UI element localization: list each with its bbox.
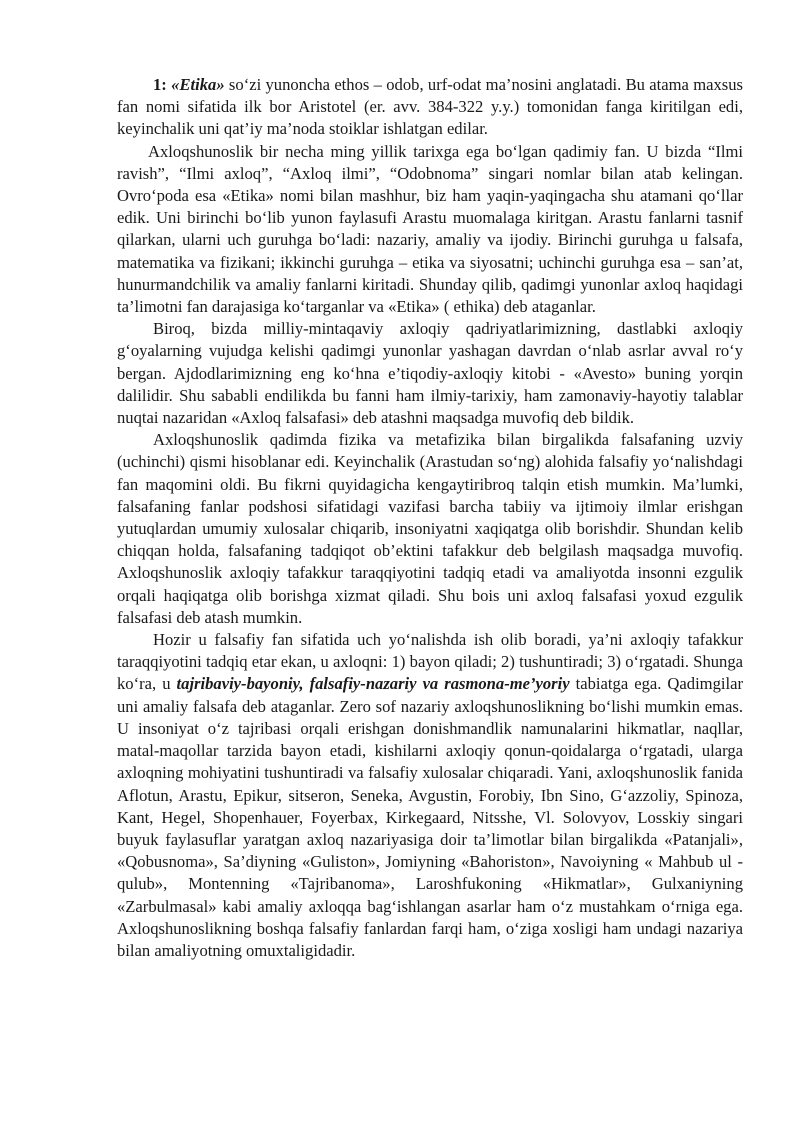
- paragraph-2: Axloqshunoslik bir necha ming yillik tarixga ega bo‘lgan qadimiy fan. U bizda “Ilmi ravish”, “Ilmi axloq”, “Axloq ilmi”, “Odobnoma” singari nomlar bilan atab kelingan. Ovro‘poda esa «Etika» nomi bilan mashhur, biz ham yaqin-yaqingacha shu atamani qo‘llar edik. Uni birinchi bo‘lib yunon faylasufi Arastu muomalaga kiritgan. Arastu fanlarni tasnif qilarkan, ularni uch guruhga bo‘ladi: nazariy, amaliy va ijodiy. Birinchi guruhga u falsafa, matematika va fizikani; ikkinchi guruhga – etika va siyosatni; uchinchi guruhga esa – san’at, hunurmandchilik va amaliy fanlarni kiritadi. Shunday qilib, qadimgi yunonlar axloq haqidagi ta’limotni fan darajasiga ko‘targanlar va «Etika» ( ethika) deb ataganlar.: [117, 141, 743, 317]
- paragraph-5: [117, 629, 743, 962]
- paragraph-3: Biroq, bizda milliy-mintaqaviy axloqiy qadriyatlarimizning, dastlabki axloqiy g‘oyalarning vujudga kelishi qadimgi yunonlar yashagan davrdan o‘nlab asrlar avval ro‘y bergan. Ajdodlarimizning eng ko‘hna e’tiqodiy-axloqiy kitobi - «Avesto» buning yorqin dalilidir. Shu sababli endilikda bu fanni ham ilmiy-tarixiy, ham zamonaviy-hayotiy talablar nuqtai nazaridan «Axloq falsafasi» deb atashni maqsadga muvofiq deb bildik.: [117, 319, 743, 428]
- paragraph-1: [117, 74, 743, 141]
- emphasized-phrase: tajribaviy-bayoniy, falsafiy-nazariy va rasmona-me’yoriy: [176, 674, 570, 694]
- paragraph-5-text-before: Hozir u falsafiy fan sifatida uch yo‘nalishda ish olib boradi, ya’ni axloqiy tafakkur taraqqiyotini tadqiq etar ekan, u axloqni: 1) bayon qiladi; 2) tushuntiradi; 3) o‘rgatadi. Shunga ko‘ra, u: [117, 630, 743, 694]
- document-page: [117, 74, 743, 962]
- item-number: 1:: [153, 75, 167, 94]
- paragraph-1-text: so‘zi yunoncha ethos – odob, urf-odat ma’nosini anglatadi. Bu atama maxsus fan nomi sifatida ilk bor Aristotel (er. avv. 384-322 y.y.) tomonidan fanga kiritilgan edi, keyinchalik uni qat’iy ma’noda stoiklar ishlatgan edilar.: [117, 75, 743, 139]
- term-etika: «Etika»: [171, 75, 225, 94]
- paragraph-4: Axloqshunoslik qadimda fizika va metafizika bilan birgalikda falsafaning uzviy (uchinchi) qismi hisoblanar edi. Keyinchalik (Arastudan so‘ng) alohida falsafiy yo‘nalishdagi fan maqomini oldi. Bu fikrni quyidagicha kengaytiribroq talqin etish mumkin. Ma’lumki, falsafaning fanlar podshosi sifatidagi vazifasi barcha tabiiy va ijtimoiy ilmlar erishgan yutuqlardan umumiy xulosalar chiqarib, insoniyatni xaqiqatga olib borishdir. Shundan kelib chiqqan holda, falsafaning tadqiqot ob’ektini tafakkur deb belgilash maqsadga muvofiq. Axloqshunoslik axloqiy tafakkur taraqqiyotini tadqiq etadi va amaliyotda insonni ezgulik orqali haqiqatga olib borishga xizmat qiladi. Shu bois uni axloq falsafasi yoxud ezgulik falsafasi deb atash mumkin.: [117, 430, 743, 627]
- paragraph-5-text-after: tabiatga ega. Qadimgilar uni amaliy falsafa deb ataganlar. Zero sof nazariy axloqshunoslikning bo‘lishi mumkin emas. U insoniyat o‘z tajribasi orqali erishgan donishmandlik namunalarini hikmatlar, naqllar, matal-maqollar tarzida bayon etadi, kishilarni axloqiy qonun-qoidalarga o‘rgatadi, ularga axloqning mohiyatini tushuntiradi va falsafiy xulosalar chiqaradi. Yani, axloqshunoslik fanida Aflotun, Arastu, Epikur, sitseron, Seneka, Avgustin, Forobiy, Ibn Sino, G‘azzoliy, Spinoza, Kant, Hegel, Shopenhauer, Foyerbax, Kirkegaard, Nitsshe, Vl. Solovyov, Losskiy singari buyuk faylasuflar yaratgan axloq nazariyasiga doir ta’limotlar bilan birgalikda «Patanjali», «Qobusnoma», Sa’diyning «Guliston», Jomiyning «Bahoriston», Navoiyning « Mahbub ul - qulub», Montenning «Tajribanoma», Laroshfukoning «Hikmatlar», Gulxaniyning «Zarbulmasal» kabi amaliy axloqqa bag‘ishlangan asarlar ham o‘z mustahkam o‘rniga ega. Axloqshunoslikning boshqa falsafiy fanlardan farqi ham, o‘ziga xosligi ham undagi nazariya bilan amaliyotning omuxtaligidadir.: [117, 674, 743, 960]
